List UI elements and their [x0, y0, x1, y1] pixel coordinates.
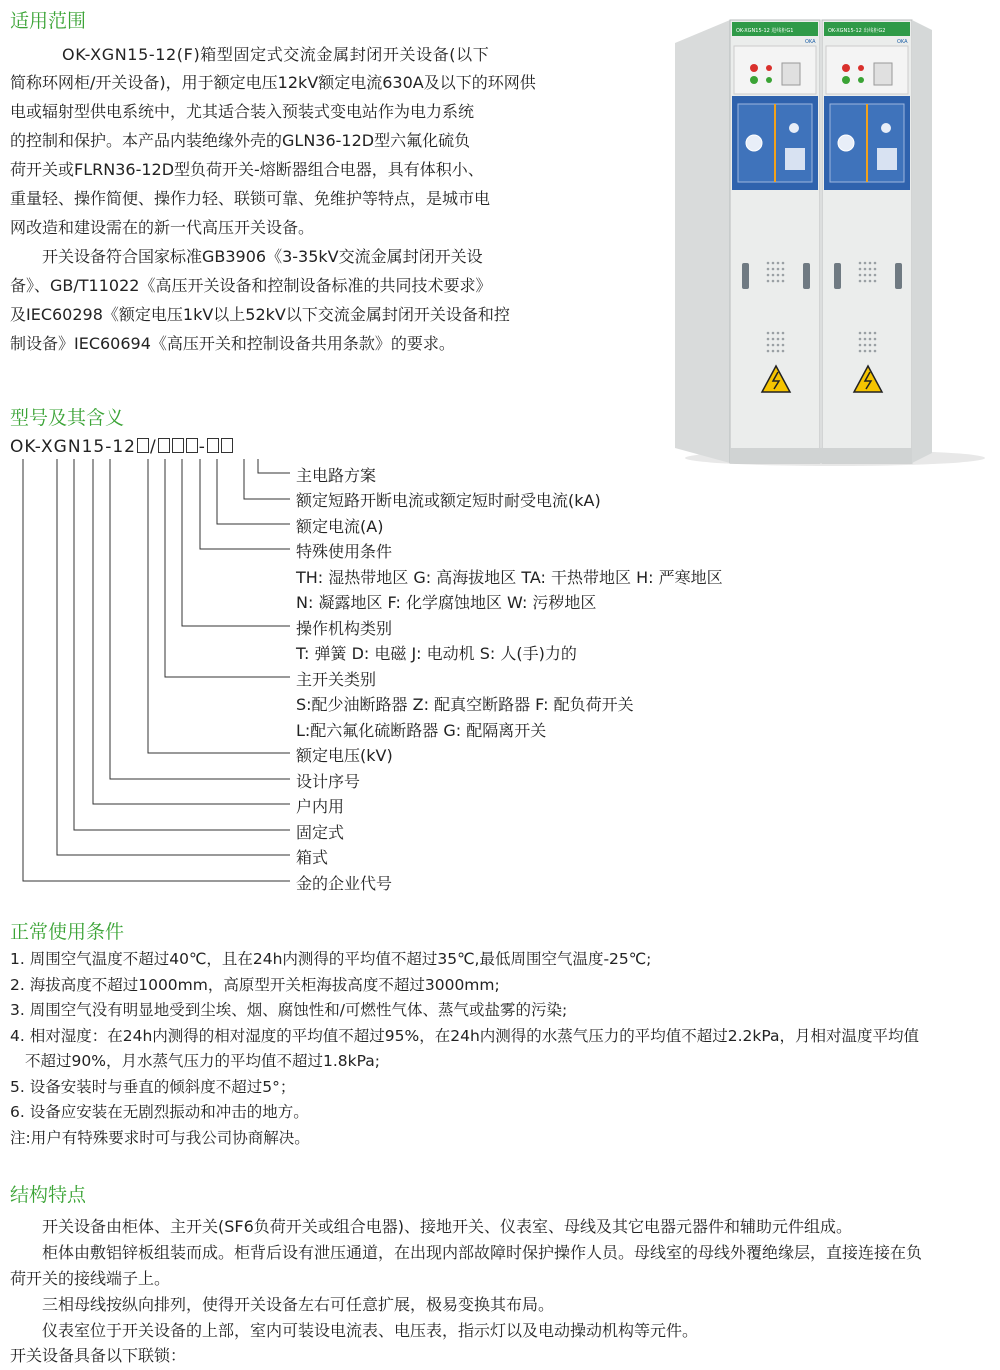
switchgear-cabinet-image — [670, 8, 990, 468]
cabinet-left-header: OK-XGN15-12 进线柜G1 — [736, 28, 794, 34]
model-code-box — [221, 438, 233, 453]
model-code-box — [158, 438, 170, 453]
meaning-fixed: 固定式 — [296, 823, 345, 842]
section-heading-structure: 结构特点 — [10, 1184, 87, 1206]
section-heading-conditions: 正常使用条件 — [10, 921, 125, 943]
model-code-bracket-lines — [0, 455, 300, 885]
meaning-indoor: 户内用 — [296, 797, 345, 816]
condition-item: 2. 海拔高度不超过1000mm，高原型开关柜海拔高度不超过3000mm; — [10, 975, 500, 994]
condition-note: 注:用户有特殊要求时可与我公司协商解决。 — [10, 1128, 310, 1147]
condition-item: 5. 设备安装时与垂直的倾斜度不超过5°； — [10, 1077, 296, 1096]
condition-item: 1. 周围空气温度不超过40℃，且在24h内测得的平均值不超过35℃,最低周围空气温度-25℃; — [10, 950, 652, 968]
model-code-box — [207, 438, 219, 453]
meaning-box-type: 箱式 — [296, 848, 329, 867]
meaning-special-conditions: 特殊使用条件 — [296, 542, 393, 561]
cabinet-right-header: OK-XGN15-12 出线柜G2 — [828, 28, 886, 34]
meaning-main-switch-type: 主开关类别 — [296, 670, 377, 689]
condition-item-continued: 不超过90%，月水蒸气压力的平均值不超过1.8kPa; — [25, 1052, 380, 1070]
model-code-box — [172, 438, 184, 453]
cabinet-right-logo: OKA — [897, 39, 908, 45]
meaning-short-circuit-current: 额定短路开断电流或额定短时耐受电流(kA) — [296, 491, 601, 510]
section-heading-model: 型号及其含义 — [10, 407, 125, 429]
model-code-slash: / — [149, 437, 157, 457]
model-code-box — [186, 438, 198, 453]
meaning-mechanism-type: 操作机构类别 — [296, 619, 393, 638]
meaning-enterprise-code: 金的企业代号 — [296, 874, 393, 893]
conditions-list — [10, 947, 995, 1151]
meaning-design-serial: 设计序号 — [296, 772, 361, 791]
section-heading-scope: 适用范围 — [10, 10, 87, 32]
meaning-special-conditions-row1: TH: 湿热带地区 G: 高海拔地区 TA: 干热带地区 H: 严寒地区 — [296, 568, 723, 587]
model-code-box — [137, 438, 149, 453]
condition-item: 3. 周围空气没有明显地受到尘埃、烟、腐蚀性和/可燃性气体、蒸气或盐雾的污染; — [10, 1001, 568, 1019]
meaning-main-switch-row2: L:配六氟化硫断路器 G: 配隔离开关 — [296, 721, 547, 740]
meaning-rated-voltage: 额定电压(kV) — [296, 746, 393, 765]
meaning-main-circuit: 主电路方案 — [296, 466, 377, 485]
model-code-prefix: OK-XGN15-12 — [10, 437, 136, 457]
condition-item: 6. 设备应安装在无剧烈振动和冲击的地方。 — [10, 1103, 309, 1121]
meaning-rated-current: 额定电流(A) — [296, 517, 384, 536]
model-code — [10, 437, 234, 457]
model-code-dash: - — [198, 437, 206, 457]
cabinet-left-logo: OKA — [805, 39, 816, 45]
condition-item: 4. 相对湿度：在24h内测得的相对湿度的平均值不超过95%，在24h内测得的水蒸气压力的平均值不超过2.2kPa，月相对温度平均值 — [10, 1026, 920, 1045]
meaning-special-conditions-row2: N: 凝露地区 F: 化学腐蚀地区 W: 污秽地区 — [296, 593, 597, 612]
meaning-mechanism-options: T: 弹簧 D: 电磁 J: 电动机 S: 人(手)力的 — [296, 644, 577, 663]
meaning-main-switch-row1: S:配少油断路器 Z: 配真空断路器 F: 配负荷开关 — [296, 695, 634, 714]
